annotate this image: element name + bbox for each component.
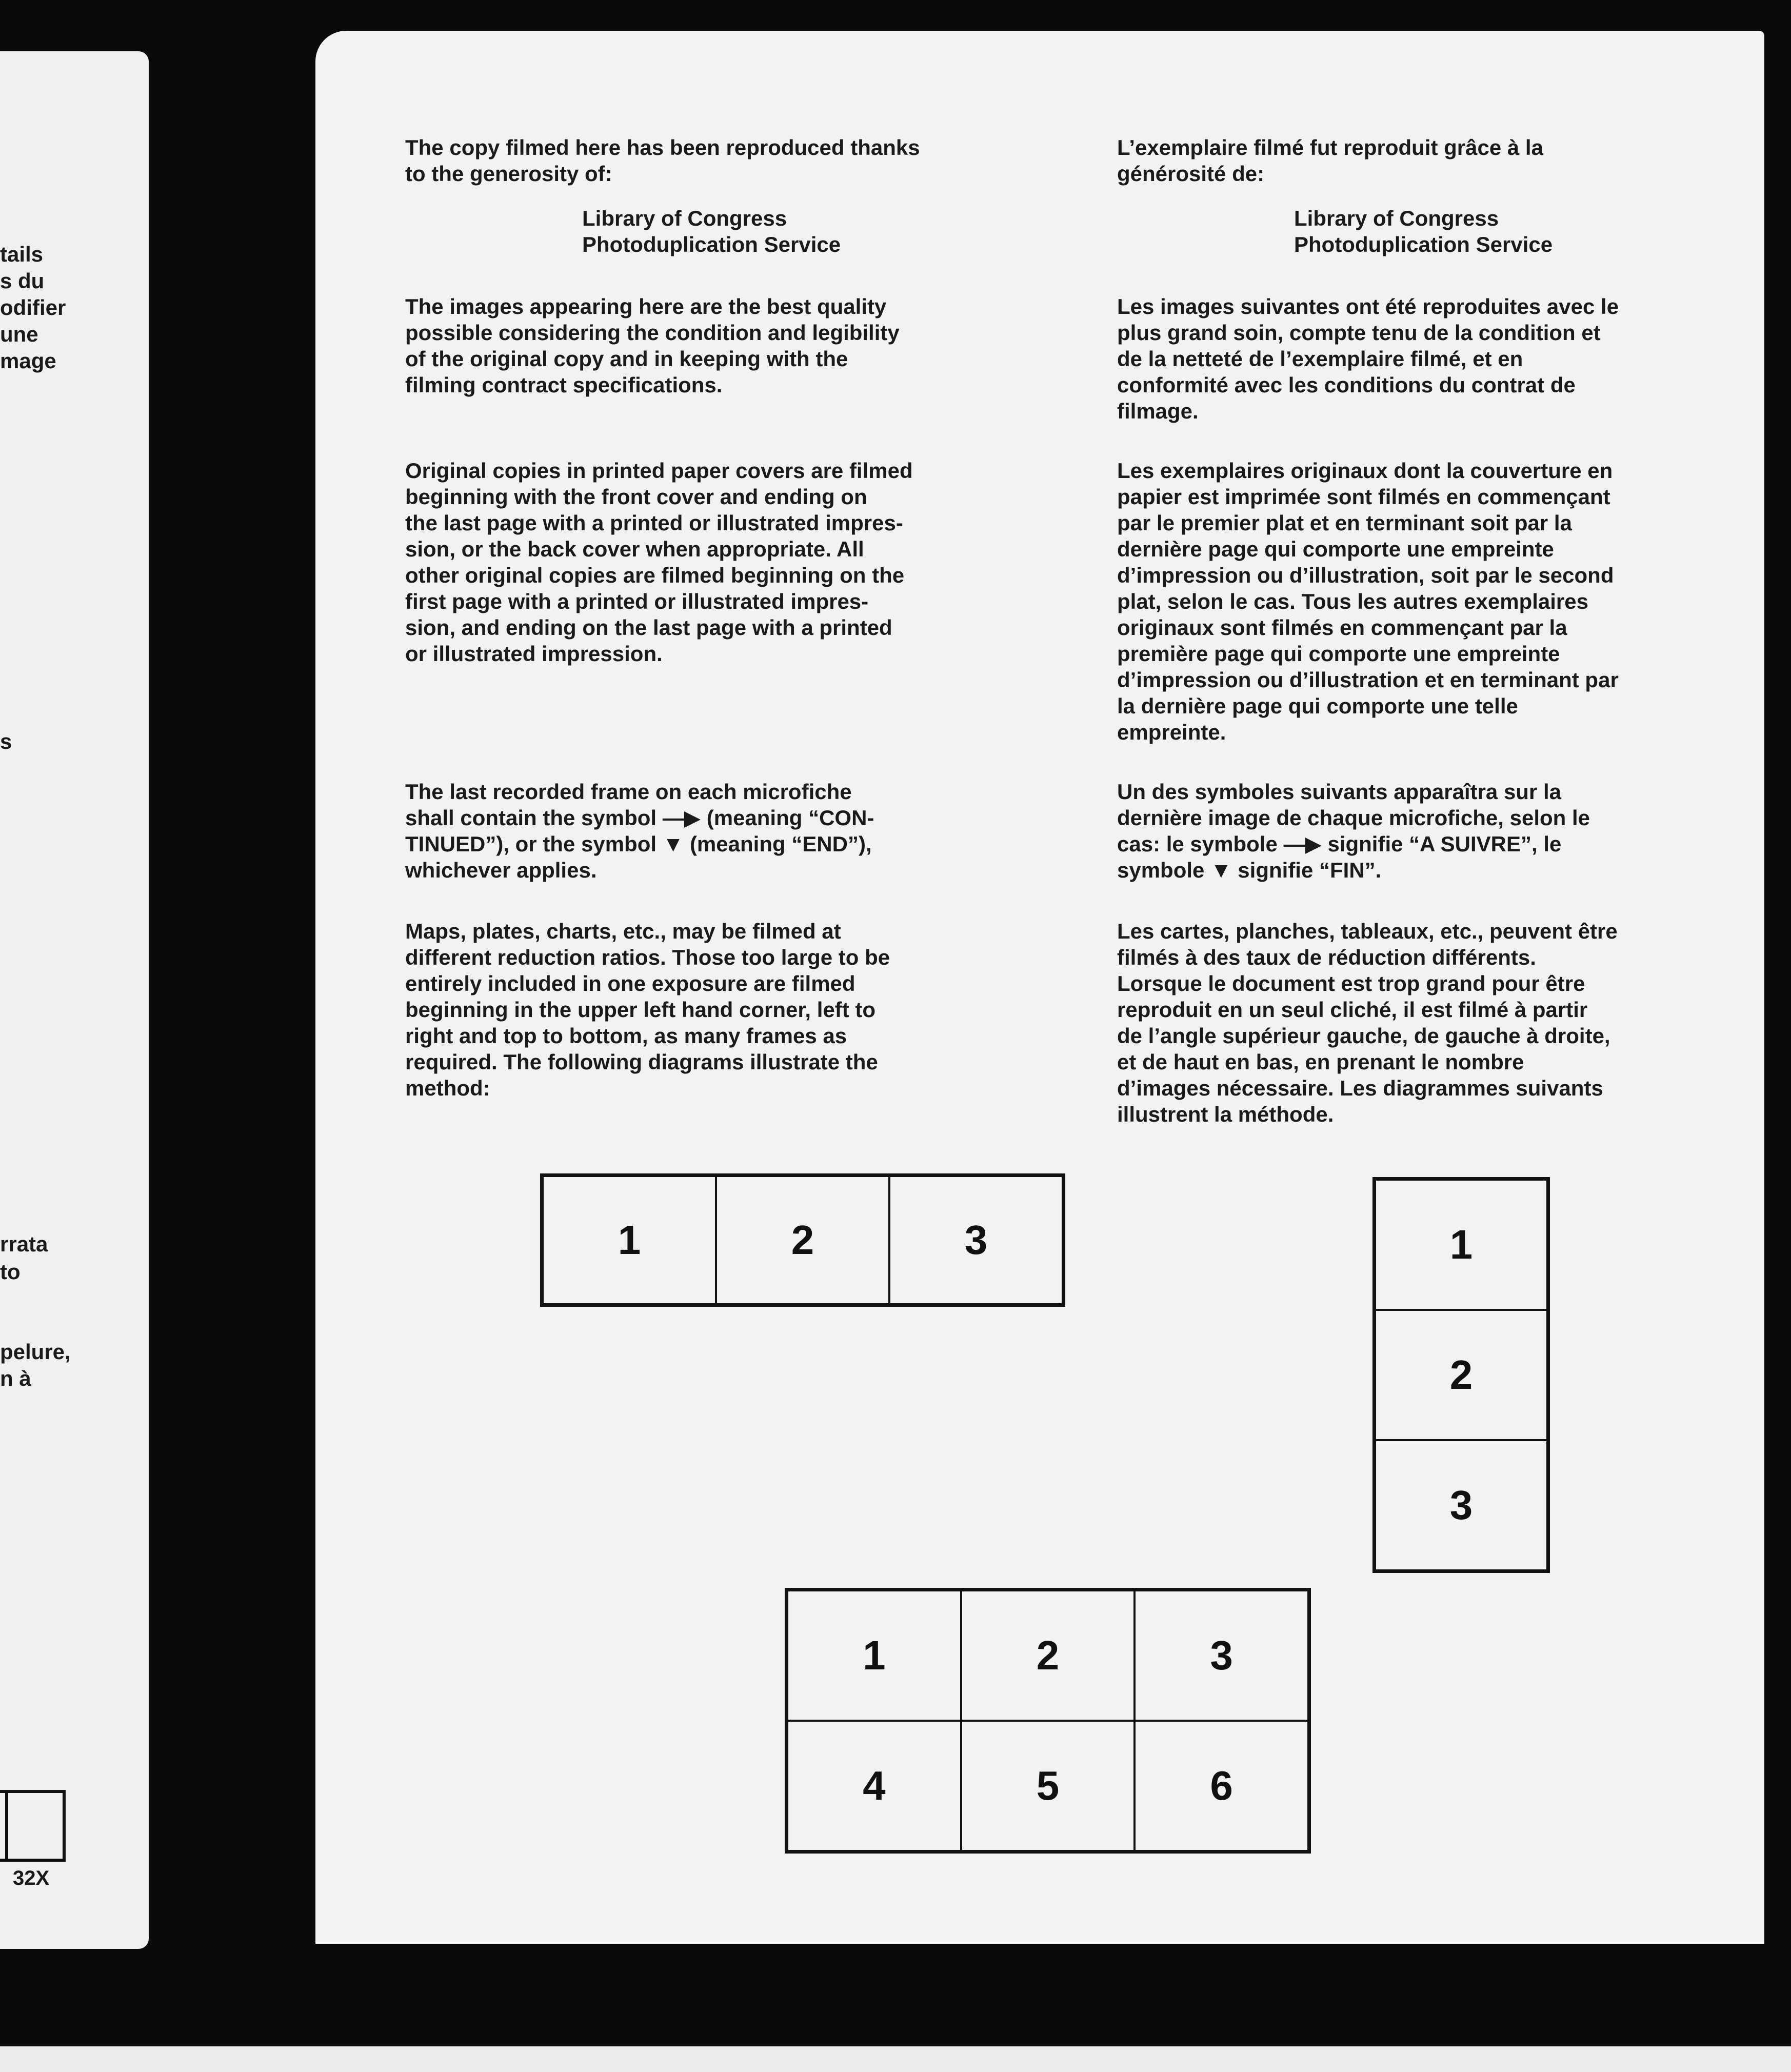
- diagram-grid: [785, 1588, 1311, 1854]
- en-thanks: The copy filmed here has been reproduced thanks to the generosity of:: [405, 135, 920, 186]
- en-maps: Maps, plates, charts, etc., may be filmed at different reduction ratios. Those too large to be entirely included in one exposure are filmed beginning in the upper left hand corner, left to right and top to bottom, as many frames as required. The following diagrams illustrate the method:: [405, 919, 890, 1100]
- bottom-strip: [0, 2046, 1791, 2072]
- fr-institution: Library of Congress Photoduplication Service: [1294, 206, 1553, 256]
- diagram-column: [1372, 1177, 1550, 1573]
- en-covers: Original copies in printed paper covers are filmed beginning with the front cover and ending on the last page with a printed or illustrated impres- sion, or the back cover when appropriate. All other original copies are filmed beginning on the first page with a printed or illustrated impres- sion, and ending on the last page with a printed or illustrated impression.: [405, 459, 913, 666]
- reduction-label: 32X: [13, 1867, 50, 1889]
- en-symbols: The last recorded frame on each microfiche shall contain the symbol —▶ (meaning “CON- TINUED”), or the symbol ▼ (meaning “END”), whichever applies.: [405, 780, 874, 882]
- diagram-frame: 6: [1135, 1721, 1308, 1851]
- diagram-frame: 3: [1375, 1440, 1547, 1570]
- left-fragment: to: [0, 1260, 21, 1284]
- left-fragment: tails: [0, 242, 44, 266]
- diagram-frame: 2: [716, 1176, 889, 1304]
- fr-symbols: Un des symboles suivants apparaîtra sur la dernière image de chaque microfiche, selon le cas: le symbole —▶ signifie “A SUIVRE”, le symbole ▼ signifie “FIN”.: [1117, 780, 1590, 882]
- en-institution: Library of Congress Photoduplication Service: [582, 206, 841, 256]
- fr-thanks: L’exemplaire filmé fut reproduit grâce à la générosité de:: [1117, 135, 1543, 186]
- diagram-frame: 1: [543, 1176, 716, 1304]
- en-quality: The images appearing here are the best quality possible considering the condition and legibility of the original copy and in keeping with the filming contract specifications.: [405, 294, 900, 397]
- reduction-target-box: [0, 1790, 66, 1862]
- left-fragment: n à: [0, 1366, 31, 1390]
- diagram-frame: 2: [1375, 1310, 1547, 1440]
- left-fragment: s du: [0, 269, 45, 293]
- diagram-frame: 1: [1375, 1180, 1547, 1310]
- left-fragment: une: [0, 322, 38, 346]
- fr-quality: Les images suivantes ont été reproduites avec le plus grand soin, compte tenu de la condition et de la netteté de l’exemplaire filmé, et en conformité avec les conditions du contrat de filmage.: [1117, 294, 1619, 423]
- fr-maps: Les cartes, planches, tableaux, etc., peuvent être filmés à des taux de réduction différents. Lorsque le document est trop grand pour être reproduit en un seul cliché, il est filmé à partir de l’angle supérieur gauche, de gauche à droite, et de haut en bas, en prenant le nombre d’images nécessaire. Les diagrammes suivants illustrent la méthode.: [1117, 919, 1618, 1126]
- left-fragment: s: [0, 729, 12, 753]
- left-fragment: mage: [0, 349, 56, 373]
- diagram-frame: 1: [787, 1590, 961, 1721]
- diagram-frame: 5: [961, 1721, 1135, 1851]
- diagram-frame: 2: [961, 1590, 1135, 1721]
- fr-covers: Les exemplaires originaux dont la couverture en papier est imprimée sont filmés en commençant par le premier plat et en terminant soit par la dernière page qui comporte une empreinte d’impression ou d’illustration, soit par le second plat, selon le cas. Tous les autres exemplaires originaux sont filmés en commençant par la première page qui comporte une empreinte d’impression ou d’illustration et en terminant par la dernière page qui comporte une telle empreinte.: [1117, 459, 1619, 744]
- left-page: [0, 51, 149, 1949]
- diagram-frame: 3: [889, 1176, 1063, 1304]
- left-fragment: odifier: [0, 295, 66, 320]
- diagram-frame: 3: [1135, 1590, 1308, 1721]
- left-fragment: rrata: [0, 1232, 48, 1256]
- left-fragment: pelure,: [0, 1340, 71, 1364]
- diagram-row: [540, 1173, 1065, 1307]
- diagram-frame: 4: [787, 1721, 961, 1851]
